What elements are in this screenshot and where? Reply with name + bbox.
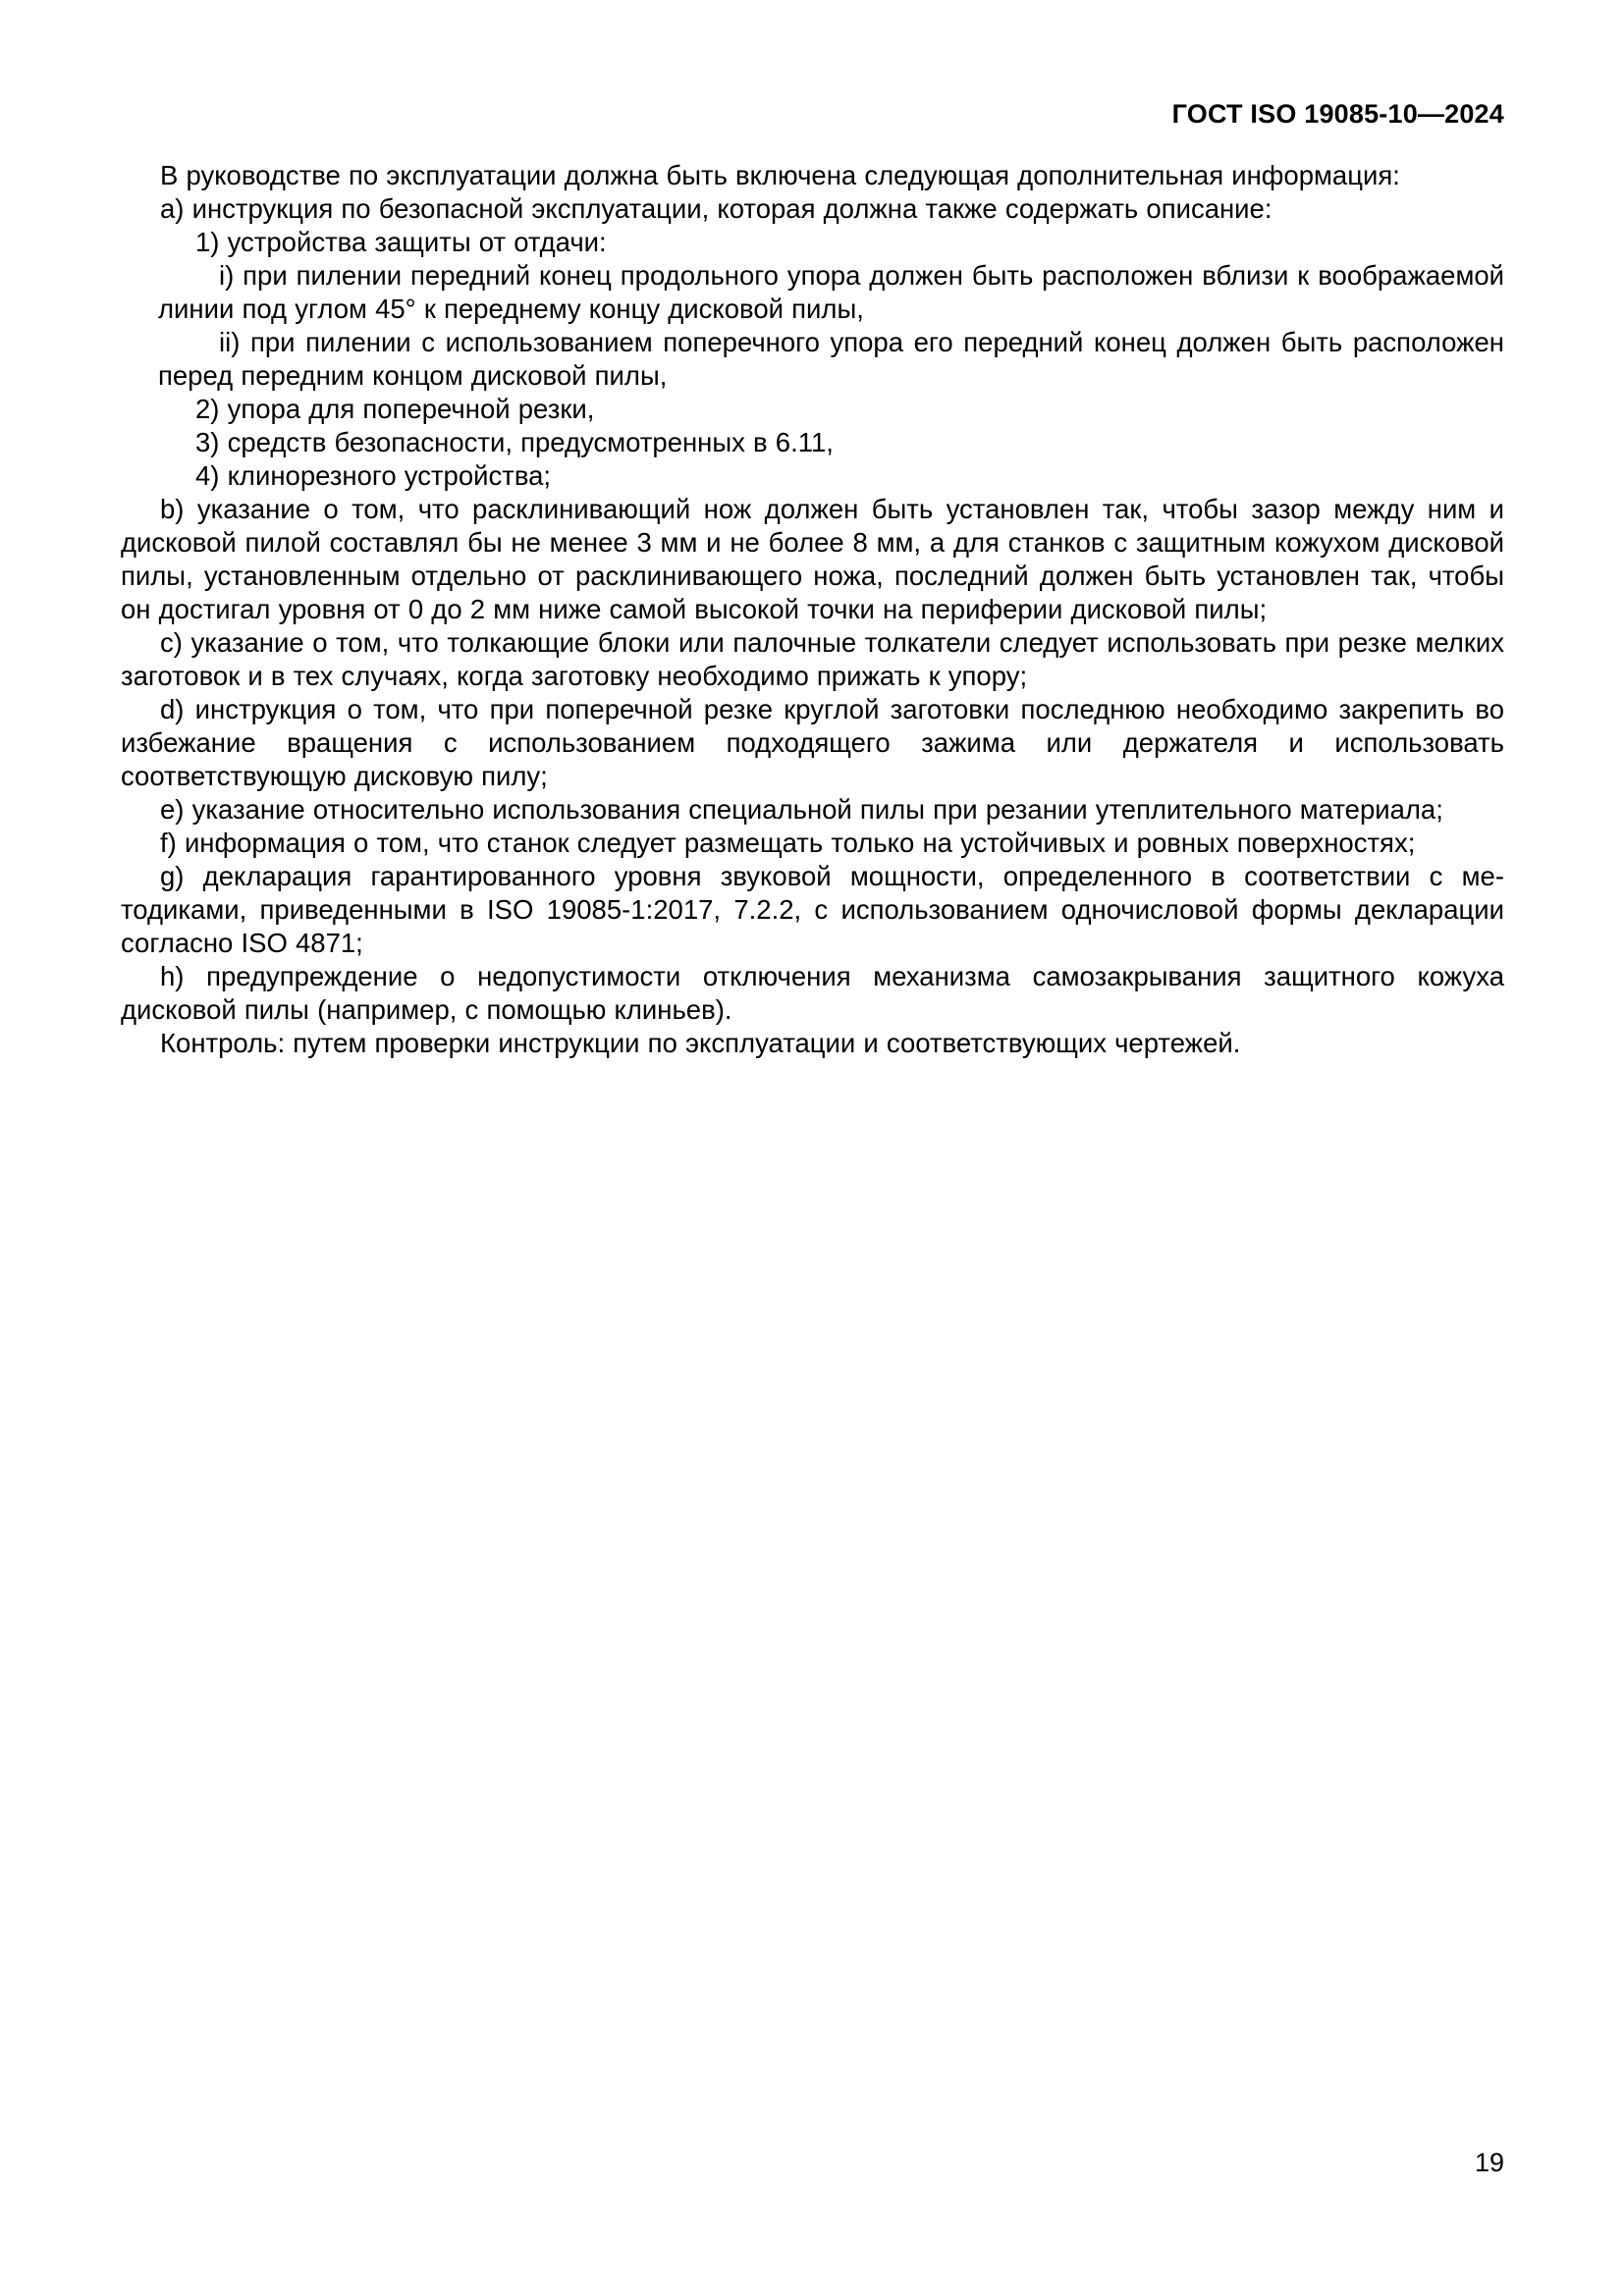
para-control: Контроль: путем проверки инструкции по эксплуатации и соответствующих чертежей. [160, 1028, 1241, 1058]
list-item-1: 1) устройства защиты от отдачи: [195, 227, 607, 257]
page-number: 19 [1474, 2148, 1504, 2177]
list-item-c: c) указание о том, что толкающие блоки или палочные толкатели следует использовать при резке мелких заготовок и в тех случаях, когда заготовку необходимо прижать к упору; [121, 627, 1504, 691]
page-header [121, 98, 1504, 130]
para-intro: В руководстве по эксплуатации должна быть включена следующая дополнительная информация: [160, 160, 1400, 190]
list-item-h: h) предупреждение о недопустимости отключения механизма самозакрывания защитного кожуха дисковой пилы (например, с помощью клиньев). [121, 961, 1504, 1025]
document-code: ГОСТ ISO 19085-10—2024 [1171, 99, 1504, 129]
list-item-d: d) инструкция о том, что при поперечной резке круглой заготовки последнюю необходимо закрепить во избежание вращения с использованием подходящего зажима или держателя и использовать соответствующую дисковую пилу; [121, 694, 1504, 791]
list-item-a: a) инструкция по безопасной эксплуатации, которая должна также содержать описание: [160, 193, 1272, 224]
list-item-ii: ii) при пилении с использованием поперечного упора его передний конец должен быть расположен перед передним концом дисковой пилы, [158, 327, 1504, 391]
list-item-4: 4) клинорезного устройства; [195, 460, 552, 491]
page-footer [1475, 2148, 1504, 2177]
list-item-3: 3) средств безопасности, предусмотренных в 6.11, [195, 427, 834, 457]
list-item-i: i) при пилении передний конец продольного упора должен быть расположен вблизи к воображаемой линии под углом 45° к переднему концу дисковой пилы, [158, 260, 1504, 324]
list-item-2: 2) упора для поперечной резки, [195, 394, 595, 424]
document-body [121, 159, 1504, 1060]
list-item-b: b) указание о том, что расклинивающий нож должен быть установлен так, чтобы зазор между ним и дисковой пилой составлял бы не менее 3 мм и не более 8 мм, а для станков с защитным кожухом дисковой пилы, установленным отдельно от расклинивающего ножа, последний должен быть установлен так, чтобы он достигал уровня от 0 до 2 мм ниже самой высокой точки на периферии дисковой пилы; [121, 494, 1504, 624]
list-item-e: e) указание относительно использования специальной пилы при резании утеплительного материала; [160, 794, 1443, 825]
list-item-f: f) информация о том, что станок следует размещать только на устойчивых и ровных поверхностях; [160, 828, 1416, 858]
list-item-g: g) декларация гарантированного уровня звуковой мощности, определенного в соответствии с методиками, приведенными в ISO 19085-1:2017, 7.2.2, с использованием одночисловой формы декларации согласно ISO 4871; [121, 861, 1504, 958]
